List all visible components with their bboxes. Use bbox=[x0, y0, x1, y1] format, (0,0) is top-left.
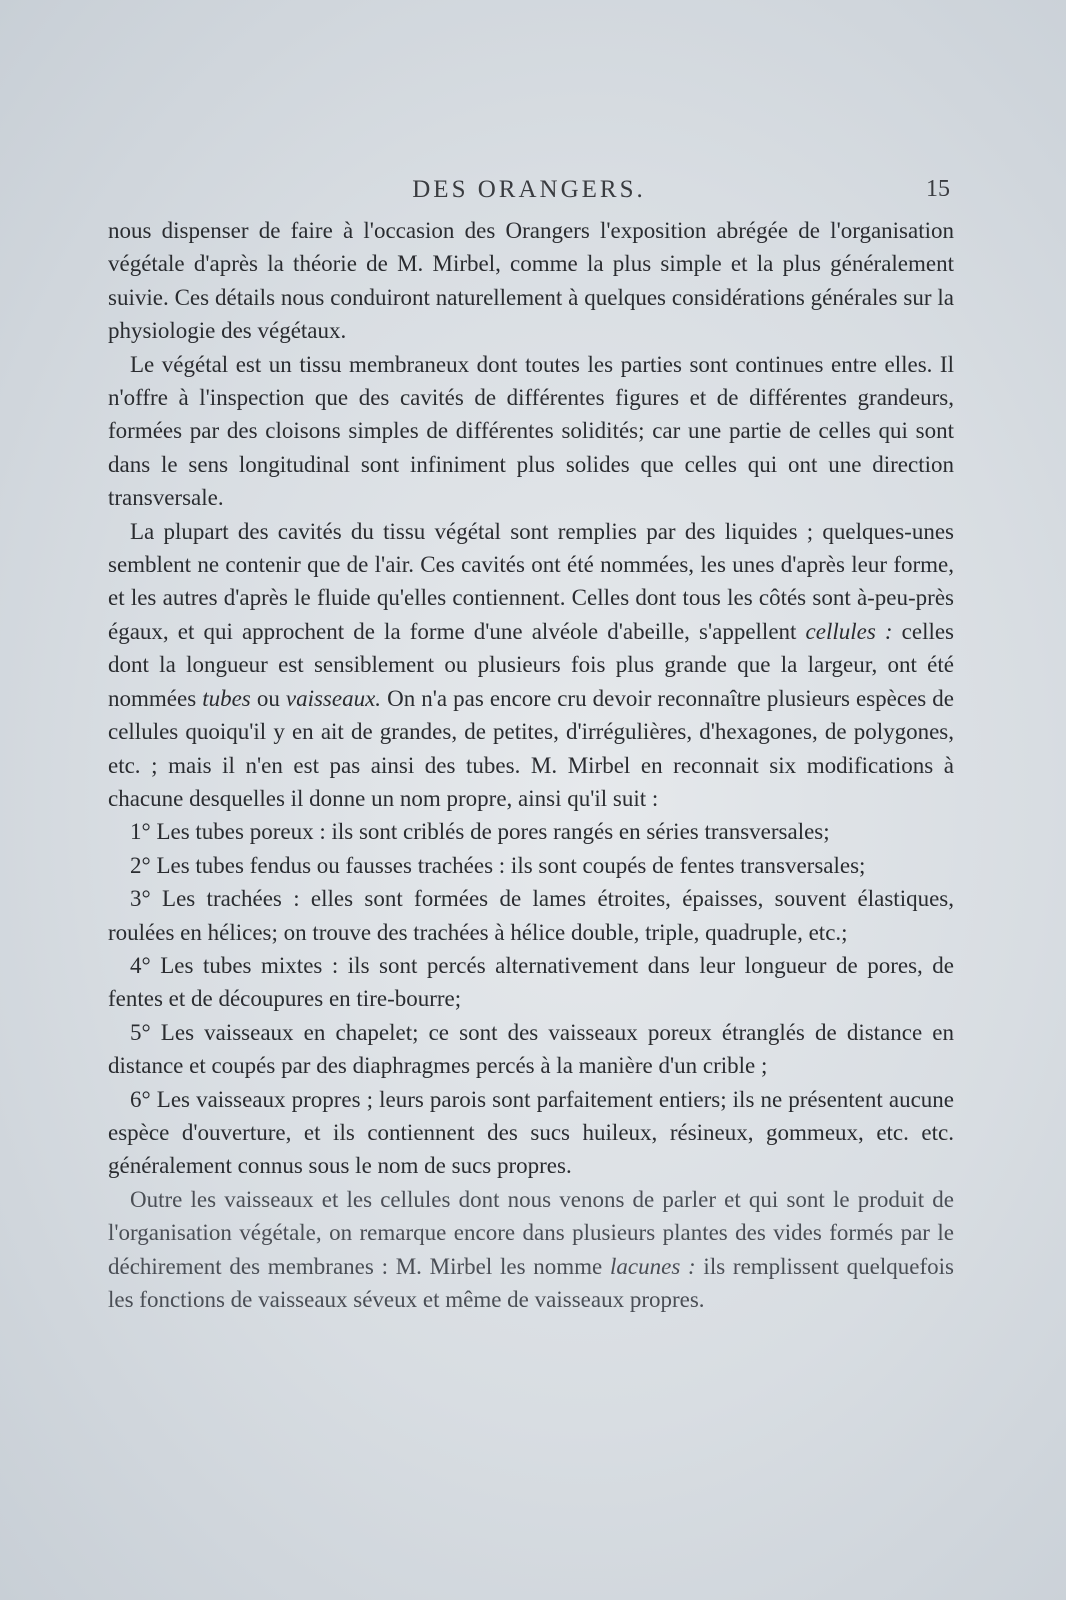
text-segment: 6° Les vaisseaux propres ; leurs parois sont parfaitement entiers; ils ne présentent aucune espèce d'ouverture, et ils contiennent des sucs huileux, résineux, gommeux, etc. etc. généralement connus sous le nom de sucs propres. bbox=[108, 1086, 954, 1179]
text-segment: 2° Les tubes fendus ou fausses trachées : ils sont coupés de fentes transversales; bbox=[130, 852, 866, 878]
text-segment: 4° Les tubes mixtes : ils sont percés alternativement dans leur longueur de pores, de fentes et de découpures en tire-bourre; bbox=[108, 952, 954, 1012]
paragraph bbox=[108, 348, 954, 515]
list-item bbox=[108, 815, 954, 848]
text-segment: ou bbox=[250, 685, 286, 711]
page-header bbox=[108, 176, 950, 216]
running-title: DES ORANGERS. bbox=[412, 176, 646, 203]
list-item bbox=[108, 882, 954, 949]
list-item bbox=[108, 949, 954, 1016]
text-segment: On n'a pas encore cru devoir reconnaître plusieurs espèces de cellules quoiqu'il y en ait de grandes, de petites, d'irrégulières, d'hexagones, de polygones, etc. ; mais il n'en est pas ainsi des tubes. M. Mirbel en reconnait six modifications à chacune desquelles il donne un nom propre, ainsi qu'il suit : bbox=[108, 685, 954, 811]
list-item bbox=[108, 1016, 954, 1083]
text-segment: 1° Les tubes poreux : ils sont criblés de pores rangés en séries transversales; bbox=[130, 819, 830, 845]
text-segment: 5° Les vaisseaux en chapelet; ce sont des vaisseaux poreux étranglés de distance en distance et coupés par des diaphragmes percés à la manière d'un crible ; bbox=[108, 1019, 954, 1079]
text-segment: nous dispenser de faire à l'occasion des Orangers l'exposition abrégée de l'organisation végétale d'après la théorie de M. Mirbel, comme la plus simple et la plus généralement suivie. Ces détails nous conduiront naturellement à quelques considérations générales sur la physiologie des végétaux. bbox=[108, 218, 954, 344]
list-item bbox=[108, 849, 954, 882]
text-segment: celles dont la longueur est sensiblement ou plusieurs fois plus grande que la largeur, ont été nommées bbox=[108, 618, 955, 711]
text-segment: La plupart des cavités du tissu végétal sont remplies par des liquides ; quelques-unes semblent ne contenir que de l'air. Ces cavités ont été nommées, les unes d'après leur forme, et les autres d'après le fluide qu'elles contiennent. Celles dont tous les côtés sont à-peu-près égaux, et qui approchent de la forme d'une alvéole d'abeille, s'appellent bbox=[108, 518, 954, 644]
body-text bbox=[108, 214, 954, 1316]
paragraph bbox=[108, 1183, 954, 1317]
text-segment: Outre les vaisseaux et les cellules dont nous venons de parler et qui sont le produit de l'organisation végétale, on remarque encore dans plusieurs plantes des vides formés par le déchirement des membranes : M. Mirbel les nomme bbox=[108, 1186, 954, 1279]
text-segment: Le végétal est un tissu membraneux dont toutes les parties sont continues entre elles. Il n'offre à l'inspection que des cavités de différentes figures et de différentes grandeurs, formées par des cloisons simples de différentes solidités; car une partie de celles qui sont dans le sens longitudinal sont infiniment plus solides que celles qui ont une direction transversale. bbox=[108, 351, 954, 511]
text-segment: ils remplissent quelquefois les fonctions de vaisseaux séveux et même de vaisseaux propres. bbox=[108, 1253, 954, 1312]
page-number: 15 bbox=[926, 176, 950, 202]
italic-term: cellules : bbox=[805, 618, 893, 644]
paragraph bbox=[108, 515, 954, 816]
list-item bbox=[108, 1083, 954, 1183]
italic-term: vaisseaux. bbox=[285, 685, 382, 711]
italic-term: lacunes : bbox=[610, 1253, 696, 1279]
italic-term: tubes bbox=[202, 685, 251, 711]
text-segment: 3° Les trachées : elles sont formées de lames étroites, épaisses, souvent élastiques, roulées en hélices; on trouve des trachées à hélice double, triple, quadruple, etc.; bbox=[108, 886, 954, 945]
paragraph bbox=[108, 214, 954, 348]
